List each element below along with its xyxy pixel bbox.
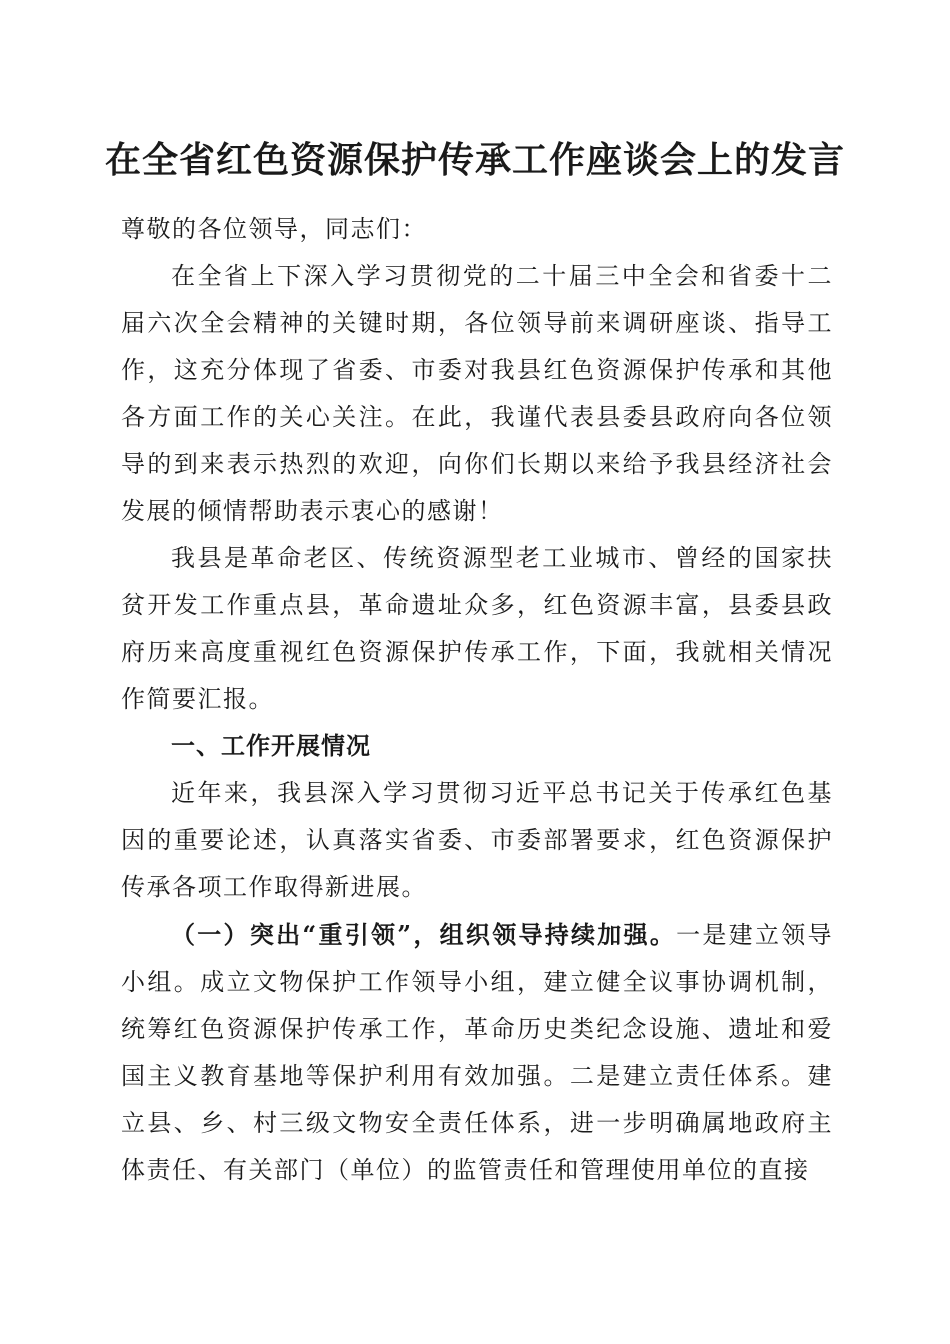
paragraph-county-intro: 我县是革命老区、传统资源型老工业城市、曾经的国家扶贫开发工作重点县，革命遗址众多，红色资源丰富，县委县政府历来高度重视红色资源保护传承工作，下面，我就相关情况作简要汇报。 xyxy=(121,544,833,713)
subsection-heading: （一）突出“重引领”，组织领导持续加强。 xyxy=(171,920,677,949)
document-body xyxy=(121,206,833,1194)
paragraph-leadership-text: 一是建立领导小组。成立文物保护工作领导小组，建立健全议事协调机制，统筹红色资源保护传承工作，革命历史类纪念设施、遗址和爱国主义教育基地等保护利用有效加强。二是建立责任体系。建立县、乡、村三级文物安全责任体系，进一步明确属地政府主体责任、有关部门（单位）的监管责任和管理使用单位的直接 xyxy=(121,921,834,1184)
section-heading: 一、工作开展情况 xyxy=(171,732,371,760)
document-title: 在全省红色资源保护传承工作座谈会上的发言 xyxy=(104,139,845,181)
paragraph-leadership xyxy=(121,911,833,1194)
salutation: 尊敬的各位领导，同志们： xyxy=(121,215,427,243)
paragraph-overview: 近年来，我县深入学习贯彻习近平总书记关于传承红色基因的重要论述，认真落实省委、市委部署要求，红色资源保护传承各项工作取得新进展。 xyxy=(121,779,833,901)
paragraph-opening: 在全省上下深入学习贯彻党的二十届三中全会和省委十二届六次全会精神的关键时期，各位领导前来调研座谈、指导工作，这充分体现了省委、市委对我县红色资源保护传承和其他各方面工作的关心关注。在此，我谨代表县委县政府向各位领导的到来表示热烈的欢迎，向你们长期以来给予我县经济社会发展的倾情帮助表示衷心的感谢！ xyxy=(121,262,833,525)
